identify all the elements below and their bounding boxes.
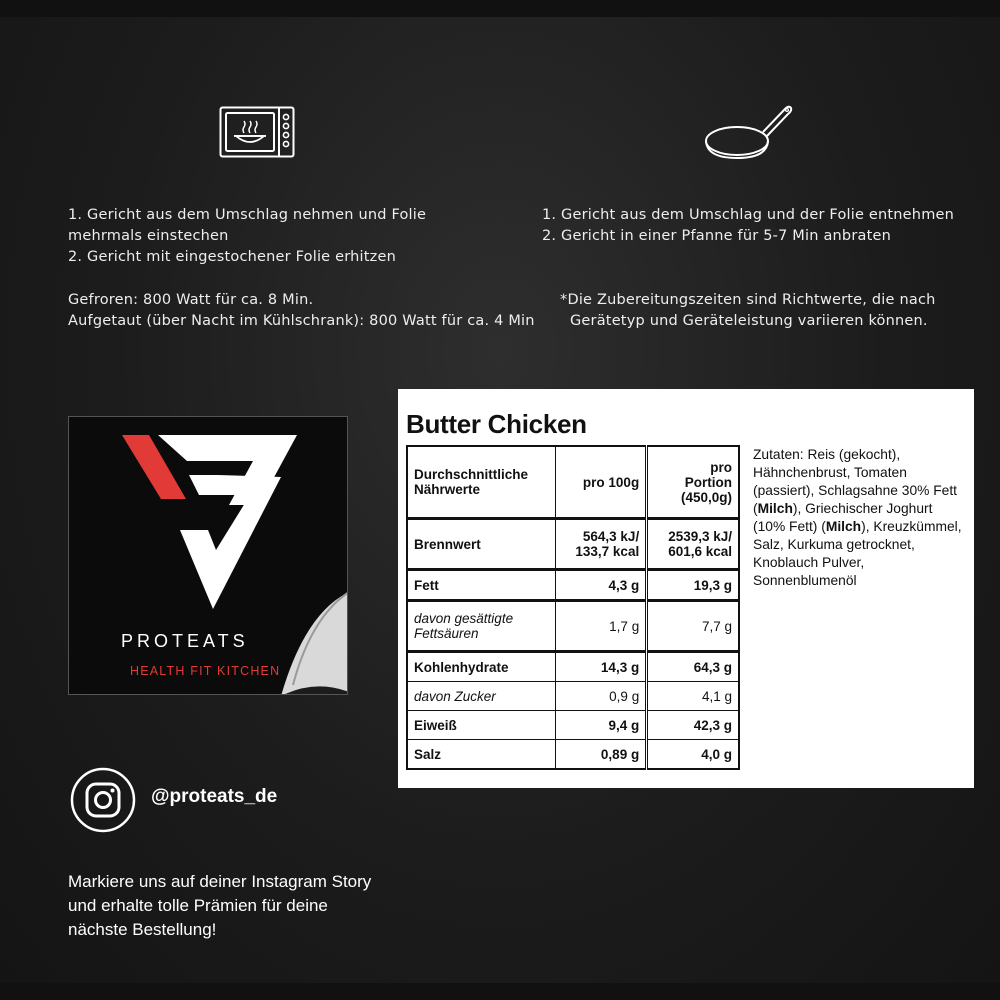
row-protein-portion: 42,3 g	[647, 711, 739, 740]
row-fat-per100: 4,3 g	[556, 570, 647, 601]
instagram-handle[interactable]: @proteats_de	[151, 786, 278, 807]
microwave-icon	[219, 106, 295, 158]
row-fat-portion: 19,3 g	[647, 570, 739, 601]
table-row	[407, 570, 739, 601]
allergen-milk-2: Milch	[825, 519, 862, 534]
saturated-label-line-2: Fettsäuren	[414, 626, 479, 641]
brand-name: PROTEATS	[121, 631, 249, 651]
pan-step-1: 1. Gericht aus dem Umschlag und der Folie entnehmen	[542, 207, 955, 223]
row-salt-portion: 4,0 g	[647, 740, 739, 770]
brand-tagline: HEALTH FIT KITCHEN	[130, 664, 281, 678]
table-row	[407, 519, 739, 570]
product-title: Butter Chicken	[406, 409, 587, 439]
header-per-portion	[647, 446, 739, 519]
table-header-row	[407, 446, 739, 519]
row-sugar-label: davon Zucker	[407, 682, 556, 711]
row-salt-label: Salz	[407, 740, 556, 770]
allergen-milk-1: Milch	[757, 501, 793, 516]
row-sugar-per100: 0,9 g	[556, 682, 647, 711]
row-protein-per100: 9,4 g	[556, 711, 647, 740]
row-energy-per100	[556, 519, 647, 570]
row-carbs-portion: 64,3 g	[647, 652, 739, 682]
row-saturated-portion: 7,7 g	[647, 601, 739, 652]
table-row	[407, 740, 739, 770]
nutrition-label	[398, 389, 974, 788]
header-portion-line-3: (450,0g)	[680, 489, 732, 505]
preparation-note	[560, 290, 980, 332]
pan-step-2: 2. Gericht in einer Pfanne für 5-7 Min anbraten	[542, 228, 891, 244]
energy-per100-kcal: 133,7 kcal	[575, 544, 640, 559]
energy-per100-kj: 564,3 kJ/	[582, 529, 640, 544]
header-per-100g: pro 100g	[556, 446, 647, 519]
saturated-label-line-1: davon gesättigte	[414, 611, 514, 626]
time-thawed: Aufgetaut (über Nacht im Kühlschrank): 800 Watt für ca. 4 Min	[68, 313, 535, 329]
table-row	[407, 601, 739, 652]
time-frozen: Gefroren: 800 Watt für ca. 8 Min.	[68, 292, 314, 308]
ingredients-part-1: Zutaten: Reis (gekocht), Hähnchenbrust, Tomaten (passiert), Schlagsahne 30% Fett (	[753, 447, 957, 516]
energy-portion-kj: 2539,3 kJ/	[668, 529, 732, 544]
row-salt-per100: 0,89 g	[556, 740, 647, 770]
table-row	[407, 711, 739, 740]
row-protein-label: Eiweiß	[407, 711, 556, 740]
ingredients-part-2: ), Griechischer Joghurt (10% Fett) (	[753, 501, 933, 534]
microwave-step-1: 1. Gericht aus dem Umschlag nehmen und Folie mehrmals einstechen	[68, 207, 427, 244]
row-energy-portion	[647, 519, 739, 570]
note-line-2: Gerätetyp und Geräteleistung variieren können.	[570, 313, 928, 329]
sticker-curl	[69, 417, 348, 695]
row-carbs-per100: 14,3 g	[556, 652, 647, 682]
row-carbs-label: Kohlenhydrate	[407, 652, 556, 682]
row-saturated-per100: 1,7 g	[556, 601, 647, 652]
top-border	[0, 0, 1000, 17]
note-line-1: *Die Zubereitungszeiten sind Richtwerte, die nach	[560, 292, 936, 308]
microwave-step-2: 2. Gericht mit eingestochener Folie erhitzen	[68, 249, 396, 265]
ingredients-part-3: ), Kreuzkümmel, Salz, Kurkuma getrocknet, Knoblauch Pulver, Sonnenblumenöl	[753, 519, 962, 588]
row-fat-label: Fett	[407, 570, 556, 601]
table-row	[407, 652, 739, 682]
row-saturated-label	[407, 601, 556, 652]
microwave-steps	[68, 205, 488, 268]
row-energy-label: Brennwert	[407, 519, 556, 570]
energy-portion-kcal: 601,6 kcal	[668, 544, 732, 559]
pan-steps	[542, 205, 982, 247]
frying-pan-icon	[703, 102, 793, 162]
header-nutrients: Durchschnittliche Nährwerte	[407, 446, 556, 519]
header-portion-line-2: Portion	[684, 474, 732, 490]
table-row	[407, 682, 739, 711]
instagram-icon[interactable]	[70, 767, 136, 833]
ingredients-list	[753, 446, 965, 590]
nutrition-table	[406, 445, 740, 770]
instagram-promo-text: Markiere uns auf deiner Instagram Story und erhalte tolle Prämien für deine nächste Bestellung!	[68, 872, 372, 939]
header-portion-line-1: pro	[710, 459, 732, 475]
bottom-border	[0, 983, 1000, 1000]
brand-logo-sticker	[68, 416, 348, 695]
row-sugar-portion: 4,1 g	[647, 682, 739, 711]
microwave-times	[68, 290, 568, 332]
